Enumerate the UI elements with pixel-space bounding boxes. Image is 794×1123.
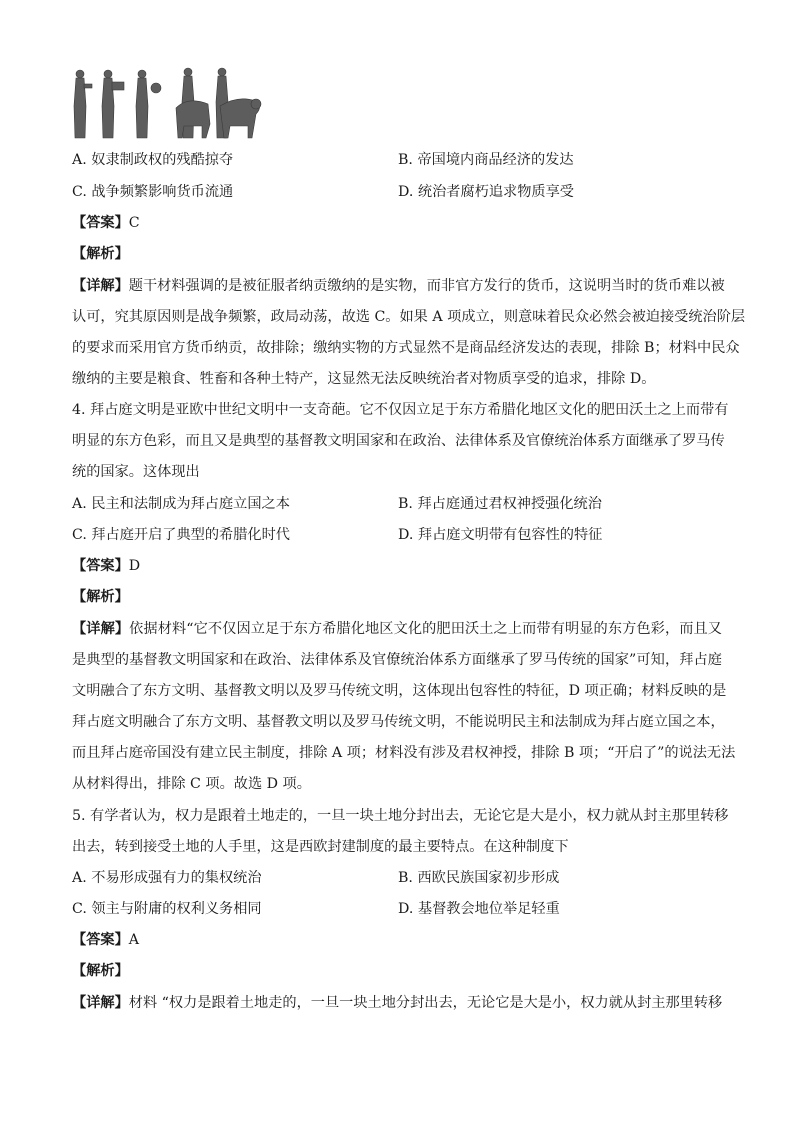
q3-option-a: A. 奴隶制政权的残酷掠夺	[72, 152, 234, 168]
answer-tag: 【答案】	[72, 215, 129, 231]
detail-tag: 【详解】	[72, 995, 129, 1011]
q3-detail-line-2: 认可，究其原因则是战争频繁，政局动荡，故选 C。如果 A 项成立，则意味着民众必然会被迫接受统治阶层	[72, 309, 746, 325]
q4-option-b: B. 拜占庭通过君权神授强化统治	[398, 496, 602, 512]
q5-option-c: C. 领主与附庸的权利义务相同	[72, 901, 262, 917]
q5-answer-line	[72, 930, 722, 950]
q3-detail-line-3: 的要求而采用官方货币纳贡，故排除；缴纳实物的方式显然不是商品经济发达的表现，排除 B；材料中民众	[72, 340, 740, 356]
q5-answer: A	[128, 932, 140, 948]
q5-option-b: B. 西欧民族国家初步形成	[398, 870, 560, 886]
q3-answer: C	[128, 215, 140, 231]
q4-option-a: A. 民主和法制成为拜占庭立国之本	[72, 496, 290, 512]
q5-analysis-tag: 【解析】	[72, 963, 129, 979]
assyrian-tribute-relief-icon	[70, 66, 262, 142]
q4-stem-line-2: 明显的东方色彩，而且又是典型的基督教文明国家和在政治、法律体系及官僚统治体系方面继承了罗马传	[72, 433, 725, 449]
q4-detail-text-1: 依据材料“它不仅因立足于东方希腊化地区文化的肥田沃土之上而带有明显的东方色彩，而且又	[129, 621, 722, 637]
q3-analysis-tag: 【解析】	[72, 246, 129, 262]
q4-answer-line	[72, 556, 722, 576]
q5-stem-line-2: 出去，转到接受土地的人手里，这是西欧封建制度的最主要特点。在这种制度下	[72, 839, 569, 855]
q4-stem-line-3: 统的国家。这体现出	[72, 464, 200, 480]
q4-detail-line-1	[72, 619, 722, 639]
q5-option-d: D. 基督教会地位举足轻重	[398, 901, 560, 917]
q4-detail-line-6: 从材料得出，排除 C 项。故选 D 项。	[72, 776, 311, 792]
q4-stem-line-1: 4. 拜占庭文明是亚欧中世纪文明中一支奇葩。它不仅因立足于东方希腊化地区文化的肥田沃土之上而带有	[72, 402, 729, 418]
q4-detail-line-2: 是典型的基督教文明国家和在政治、法律体系及官僚统治体系方面继承了罗马传统的国家”可知，拜占庭	[72, 652, 722, 668]
q3-detail-line-1	[72, 276, 725, 296]
q4-option-d: D. 拜占庭文明带有包容性的特征	[398, 527, 603, 543]
q4-detail-line-4: 拜占庭文明融合了东方文明、基督教文明以及罗马传统文明，不能说明民主和法制成为拜占庭立国之本，	[72, 714, 725, 730]
q4-answer: D	[128, 558, 141, 574]
q3-answer-line	[72, 213, 722, 233]
detail-tag: 【详解】	[72, 621, 130, 637]
q3-detail-text-1: 题干材料强调的是被征服者纳贡缴纳的是实物，而非官方发行的货币，这说明当时的货币难以被	[128, 278, 725, 294]
answer-tag: 【答案】	[72, 932, 129, 948]
q5-detail-text-1: 材料 “权力是跟着土地走的，一旦一块土地分封出去，无论它是大是小，权力就从封主那里转移	[128, 995, 723, 1011]
q4-detail-line-5: 而且拜占庭帝国没有建立民主制度，排除 A 项；材料没有涉及君权神授，排除 B 项；“开启了”的说法无法	[72, 745, 736, 761]
q4-option-c: C. 拜占庭开启了典型的希腊化时代	[72, 527, 290, 543]
detail-tag: 【详解】	[72, 278, 129, 294]
q3-option-b: B. 帝国境内商品经济的发达	[398, 152, 574, 168]
q5-option-a: A. 不易形成强有力的集权统治	[72, 870, 262, 886]
q3-option-c: C. 战争频繁影响货币流通	[72, 184, 234, 200]
q3-option-d: D. 统治者腐朽追求物质享受	[398, 184, 574, 200]
q4-detail-line-3: 文明融合了东方文明、基督教文明以及罗马传统文明，这体现出包容性的特征，D 项正确；材料反映的是	[72, 683, 727, 699]
q4-analysis-tag: 【解析】	[72, 589, 129, 605]
q3-detail-line-4: 缴纳的主要是粮食、牲畜和各种土特产，这显然无法反映统治者对物质享受的追求，排除 D。	[72, 371, 656, 387]
q5-stem-line-1: 5. 有学者认为，权力是跟着土地走的，一旦一块土地分封出去，无论它是大是小，权力就从封主那里转移	[72, 808, 729, 824]
q5-detail-line-1	[72, 993, 722, 1013]
answer-tag: 【答案】	[72, 558, 129, 574]
